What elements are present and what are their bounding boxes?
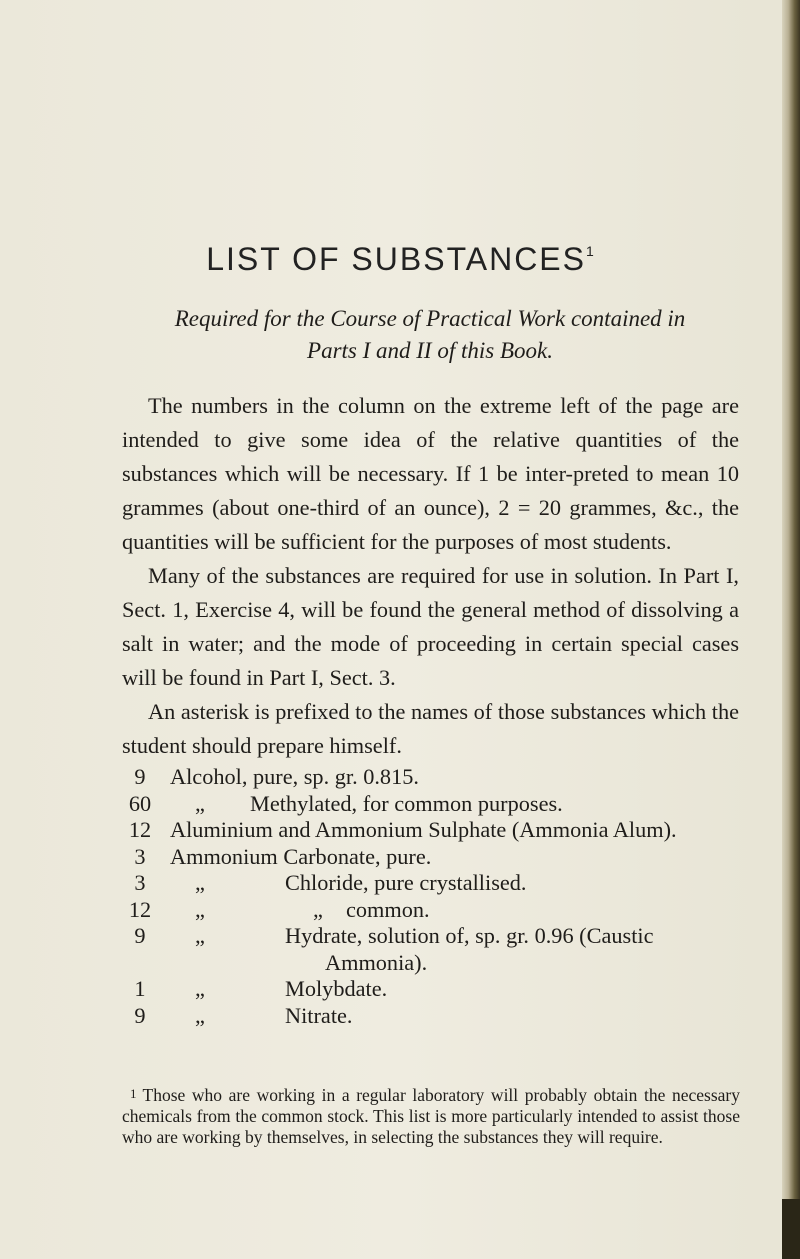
title-footnote-marker: 1 (585, 243, 594, 259)
intro-paragraph-1: The numbers in the column on the extreme left of the page are intended to give some idea of the relative quantities of the substances which will be necessary. If 1 be inter-preted to mean 10 grammes (about one-third of an ounce), 2 = 20 grammes, &c., the quantities will be sufficient for the purposes of most students. (122, 393, 739, 554)
footnote-text: Those who are working in a regular laboratory will probably obtain the necessary chemicals from the common stock. This list is more particularly intended to assist those who are working by themselves, in selecting the substances they will require. (122, 1085, 740, 1147)
substance-name: Molybdate. (285, 976, 388, 1001)
subtitle (150, 303, 710, 367)
substance-row (122, 817, 762, 844)
subtitle-line-1: Required for the Course of Practical Work contained in (174, 306, 686, 331)
substance-quantity: 12 (128, 817, 152, 842)
ditto-mark: „ (195, 976, 205, 1001)
substance-name: Ammonium Carbonate, pure. (170, 843, 432, 869)
substance-row (122, 923, 762, 976)
substance-row (122, 1003, 762, 1030)
substance-name-line-2: Ammonia). (325, 949, 428, 975)
substance-list (122, 764, 762, 1029)
page-edge-dark-corner (782, 1199, 800, 1259)
substance-quantity: 9 (134, 764, 146, 789)
ditto-mark: „ (313, 896, 323, 922)
substance-row (122, 791, 762, 818)
title-text: LIST OF SUBSTANCES (206, 241, 586, 277)
substance-quantity: 3 (134, 843, 146, 869)
footnote (122, 1083, 740, 1148)
ditto-mark: „ (195, 923, 205, 948)
substance-quantity: 3 (134, 870, 146, 895)
substance-name (285, 923, 653, 976)
ditto-mark: „ (195, 790, 205, 816)
substance-quantity: 9 (134, 1002, 146, 1028)
substance-row (122, 870, 762, 897)
substance-name: Aluminium and Ammonium Sulphate (Ammonia Alum). (170, 817, 677, 842)
substance-quantity: 12 (128, 896, 152, 922)
substance-row (122, 764, 762, 791)
page-title (0, 241, 800, 278)
substance-quantity: 9 (134, 923, 146, 948)
substance-row (122, 897, 762, 924)
subtitle-line-2: Parts I and II of this Book. (307, 338, 553, 363)
intro-paragraph-2: Many of the substances are required for use in solution. In Part I, Sect. 1, Exercise 4, will be found the general method of dissolving a salt in water; and the mode of proceeding in certain special cases will be found in Part I, Sect. 3. (122, 563, 739, 690)
page-edge-shadow (782, 0, 800, 1259)
substance-row (122, 844, 762, 871)
ditto-mark: „ (195, 870, 205, 895)
substance-row (122, 976, 762, 1003)
substance-name: Alcohol, pure, sp. gr. 0.815. (170, 764, 419, 789)
intro-text (122, 389, 739, 763)
substance-quantity: 1 (134, 976, 146, 1001)
ditto-mark: „ (195, 1002, 205, 1028)
substance-name: Methylated, for common purposes. (250, 790, 563, 816)
footnote-marker: 1 (130, 1086, 137, 1101)
ditto-mark: „ (195, 896, 205, 922)
substance-name: Nitrate. (285, 1002, 353, 1028)
substance-name: common. (346, 896, 430, 922)
intro-paragraph-3: An asterisk is prefixed to the names of those substances which the student should prepare himself. (122, 699, 739, 758)
substance-quantity: 60 (128, 790, 152, 816)
substance-name: Chloride, pure crystallised. (285, 870, 527, 895)
substance-name-line-1: Hydrate, solution of, sp. gr. 0.96 (Caustic (285, 923, 654, 948)
